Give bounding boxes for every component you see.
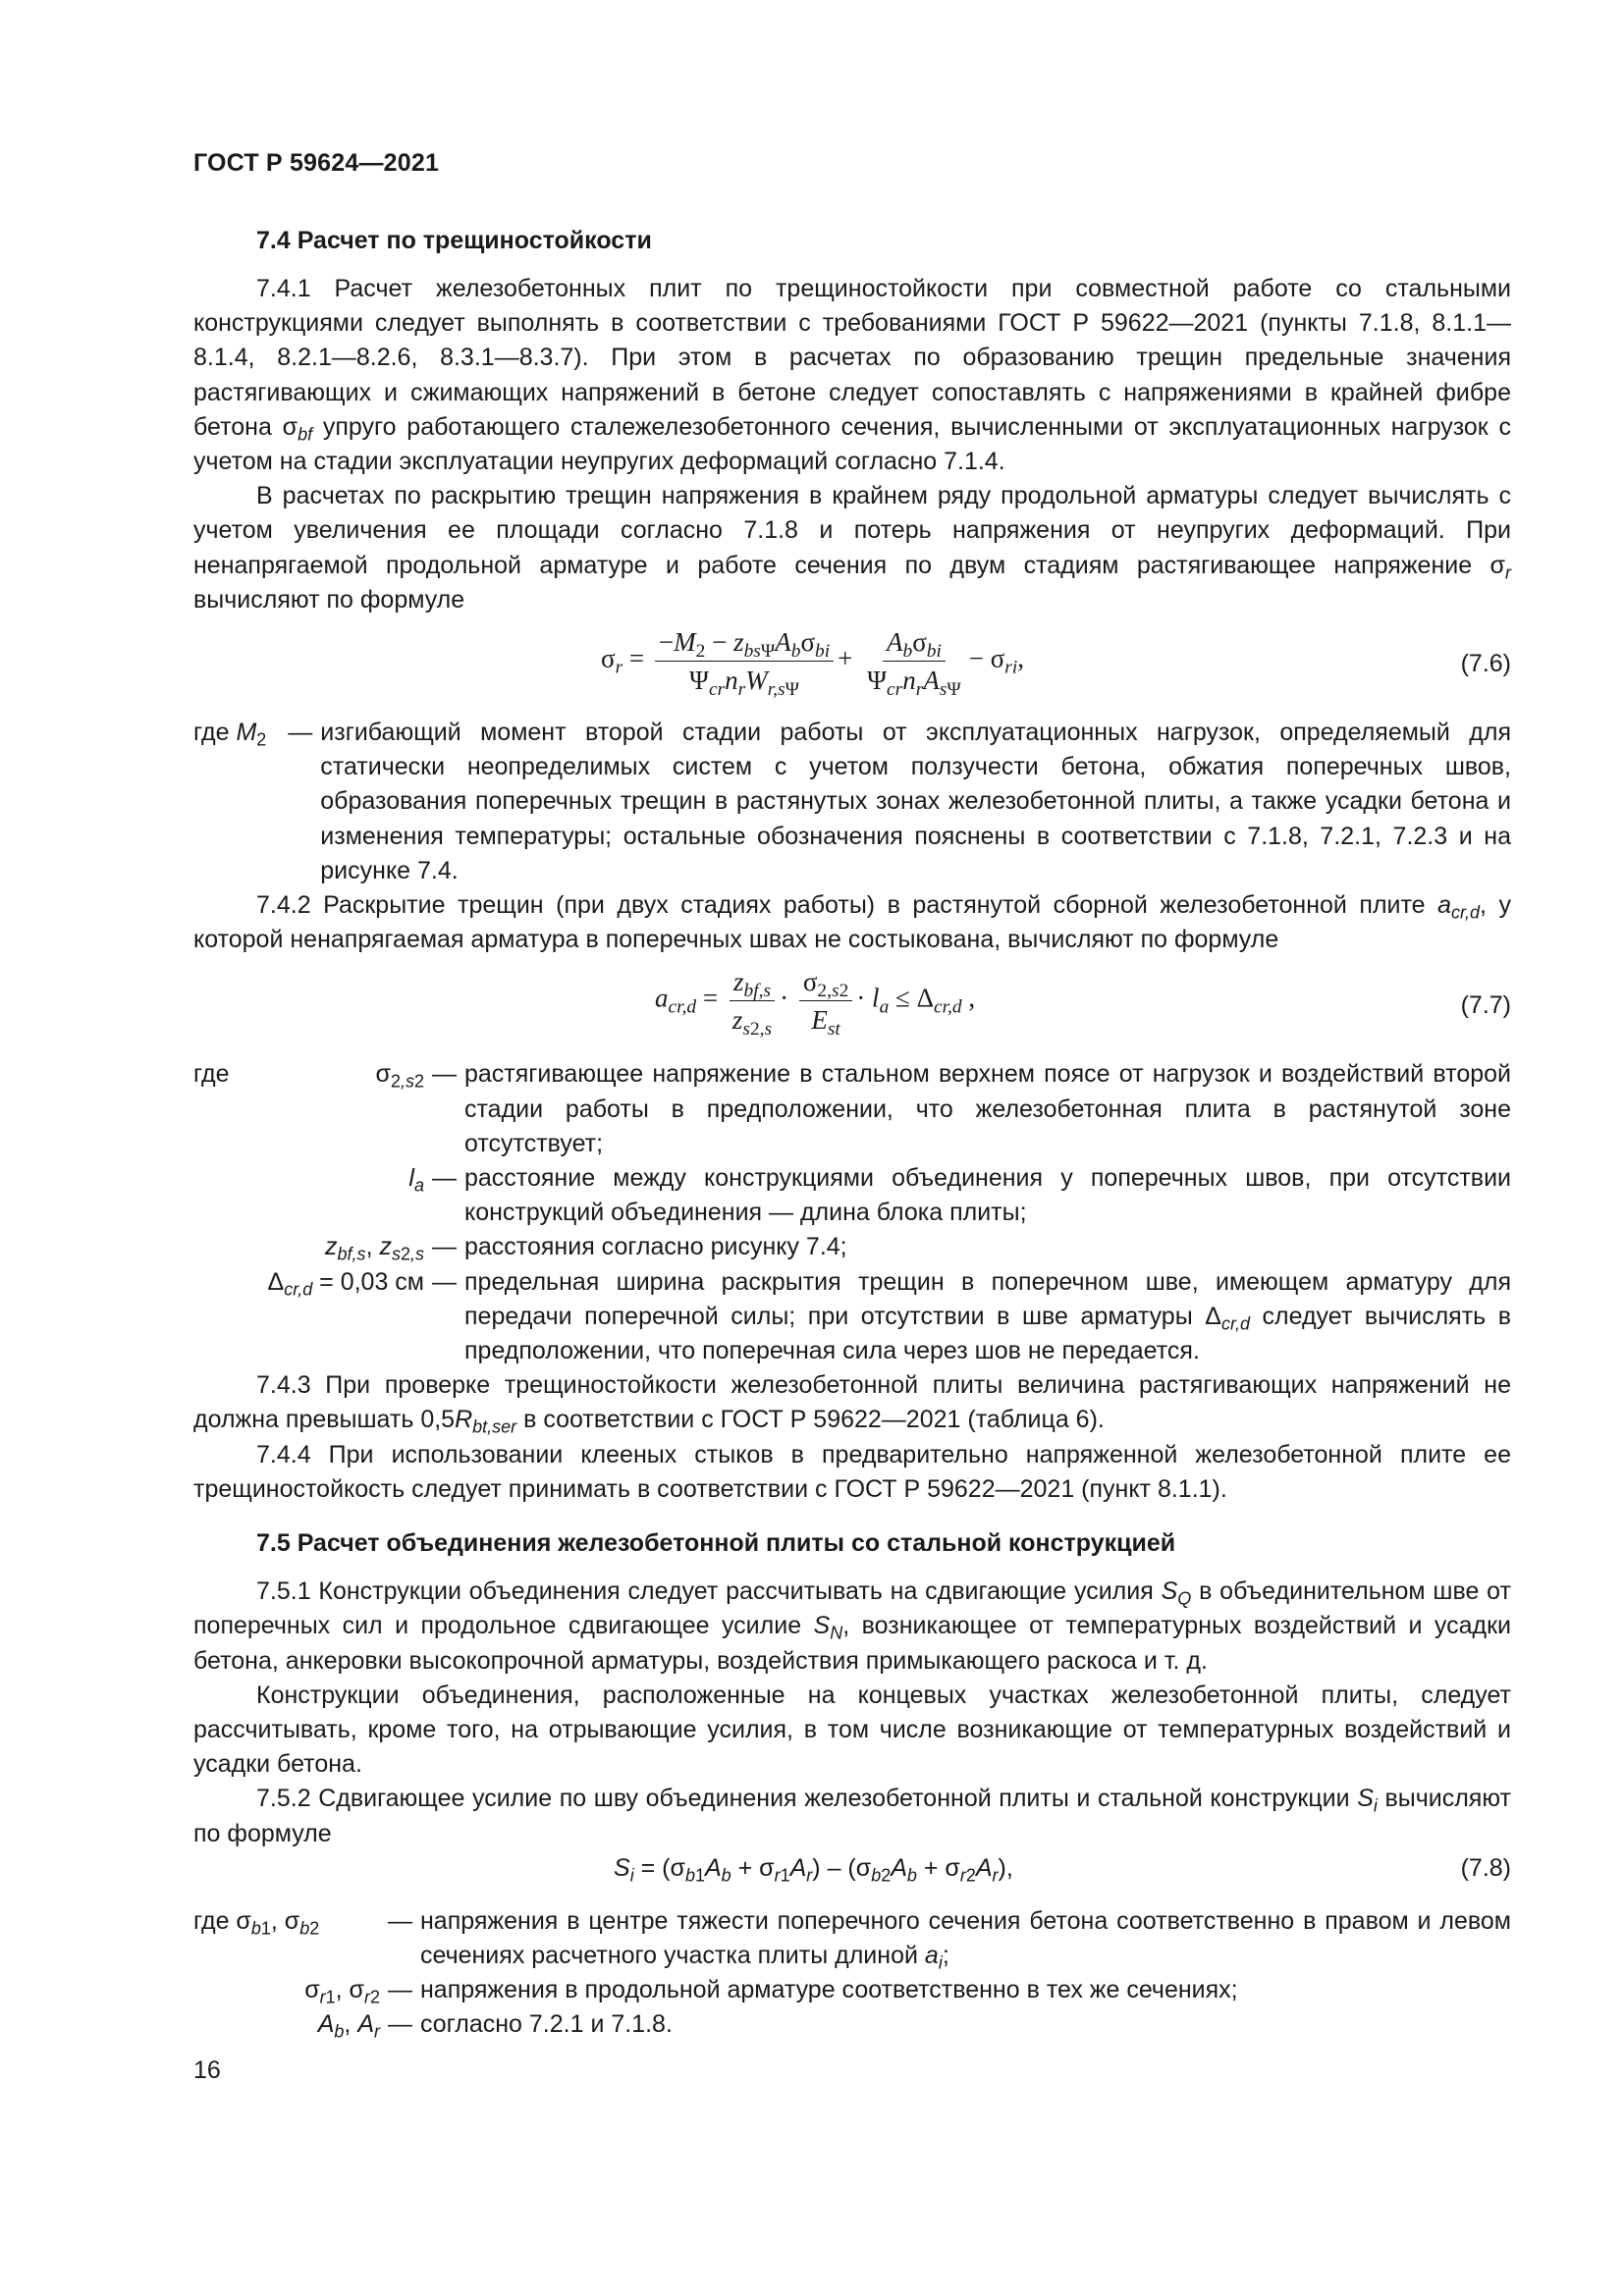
definition-term-m2: где $M_2$ bbox=[193, 719, 267, 750]
where-label: где bbox=[193, 1060, 230, 1089]
formula-7-7: $a_{cr,d}$ = $\frac{z_{bf,s}}{z_{s2,s}}$ · $\frac{\sigma_{2,s2}}{E_{st}}$ · $l_a \le \Delta_{cr,d}$ , (7.7) bbox=[655, 967, 1511, 1041]
section-heading-7-5: 7.5 Расчет объединения железобетонной плиты со стальной конструкцией bbox=[256, 1529, 1176, 1558]
definitions-7-8: где $\sigma_{b1}$, $\sigma_{b2}$ — напряжения в центре тяжести поперечного сечения бетона соответственно в правом и левом сечениях расчетного участка плиты длиной $a_i$; $\sigma_{r1}$, $\sigma_{r2}$ — напряжения в продольной арматуре соответственно в тех же сечениях; $A_b$, $A_r$ — согласно 7.2.1 и 7.1.8. bbox=[193, 1904, 1511, 2043]
formula-number-7-7: (7.7) bbox=[1460, 991, 1511, 1020]
definition-text-la: расстояние между конструкциями объединения у поперечных швов, при отсутствии конструкций объединения — длина блока плиты; bbox=[464, 1164, 1511, 1227]
paragraph-7-5-1-cont: Конструкции объединения, расположенные на концевых участках железобетонной плиты, следует рассчитывать, кроме того, на отрывающие усилия, в том числе возникающие от температурных воздействий и усадки бетона. bbox=[193, 1681, 1511, 1779]
definition-value-delta: = 0,03 см bbox=[319, 1267, 424, 1296]
definition-text-sigma-r: напряжения в продольной арматуре соответственно в тех же сечениях; bbox=[420, 1976, 1238, 2004]
definition-m2: где $M_2$ — изгибающий момент второй стадии работы от эксплуатационных нагрузок, определяемый для статически неопределимых систем с учетом ползучести бетона, обжатия поперечных швов, образования поперечных трещин в растянутых зонах железобетонной плиты, а также усадки бетона и изменения температуры; остальные обозначения пояснены в соответствии с 7.1.8, 7.2.1, 7.2.3 и на рисунке 7.4. bbox=[193, 716, 1511, 888]
paragraph-7-4-4: 7.4.4 При использовании клееных стыков в предварительно напряженной железобетонной плите ее трещиностойкость следует принимать в соответствии с ГОСТ Р 59622—2021 (пункт 8.1.1). bbox=[193, 1440, 1511, 1503]
definition-text-m2: изгибающий момент второй стадии работы от эксплуатационных нагрузок, определяемый для статически неопределимых систем с учетом ползучести бетона, обжатия поперечных швов, образования поперечных трещин в растянутых зонах железобетонной плиты, а также усадки бетона и изменения температуры; остальные обозначения пояснены в соответствии с 7.1.8, 7.2.1, 7.2.3 и на рисунке 7.4. bbox=[320, 719, 1511, 884]
paragraph-7-5-1: 7.5.1 Конструкции объединения следует рассчитывать на сдвигающие усилия $S_Q$ в объединительном шве от поперечных сил и продольное сдвигающее усилие $S_N$, возникающее от температурных воздействий и усадки бетона, анкеровки высокопрочной арматуры, воздействия примыкающего раскоса и т. д. bbox=[193, 1577, 1512, 1675]
paragraph-7-5-2: 7.5.2 Сдвигающее усилие по шву объединения железобетонной плиты и стальной конструкции $S_i$ вычисляют по формуле bbox=[193, 1785, 1511, 1847]
paragraph-7-4-3: 7.4.3 При проверке трещиностойкости железобетонной плиты величина растягивающих напряжений не должна превышать $0,5R_{bt,ser}$ в соответствии с ГОСТ Р 59622—2021 (таблица 6). bbox=[193, 1371, 1511, 1437]
document-code-header: ГОСТ Р 59624—2021 bbox=[193, 149, 440, 177]
paragraph-7-4-1-cont: В расчетах по раскрытию трещин напряжения в крайнем ряду продольной арматуры следует вычислять с учетом увеличения ее площади согласно 7.1.8 и потерь напряжения от неупругих деформаций. При ненапрягаемой продольной арматуре и работе сечения по двум стадиям растягивающее напряжение $\sigma_r$ вычисляют по формуле bbox=[193, 482, 1511, 614]
page-number: 16 bbox=[193, 2056, 221, 2084]
formula-number-7-6: (7.6) bbox=[1460, 650, 1511, 678]
definition-text-delta: предельная ширина раскрытия трещин в поперечном шве, имеющем арматуру для передачи поперечной силы; при отсутствии в шве арматуры $\Delta_{cr,d}$ следует вычислять в предположении, что поперечная сила через шов не передается. bbox=[464, 1267, 1511, 1365]
paragraph-7-4-1: 7.4.1 Расчет железобетонных плит по трещиностойкости при совместной работе со стальными конструкциями следует выполнять в соответствии с требованиями ГОСТ Р 59622—2021 (пункты 7.1.8, 8.1.1—8.1.4, 8.2.1—8.2.6, 8.3.1—8.3.7). При этом в расчетах по образованию трещин предельные значения растягивающих и сжимающих напряжений в бетоне следует сопоставлять с напряжениями в крайней фибре бетона $\sigma_{bf}$ упруго работающего сталежелезобетонного сечения, вычисленными от эксплуатационных нагрузок с учетом на стадии эксплуатации неупругих деформаций согласно 7.1.4. bbox=[193, 275, 1511, 476]
section-heading-7-4: 7.4 Расчет по трещиностойкости bbox=[256, 227, 652, 254]
paragraph-7-4-2: 7.4.2 Раскрытие трещин (при двух стадиях работы) в растянутой сборной железобетонной плите $a_{cr,d}$, у которой ненапрягаемая арматура в поперечных швах не состыкована, вычисляют по формуле bbox=[193, 891, 1511, 954]
definition-text-ab-ar: согласно 7.2.1 и 7.1.8. bbox=[420, 2010, 673, 2039]
definition-text-sigma-b: напряжения в центре тяжести поперечного сечения бетона соответственно в правом и левом сечениях расчетного участка плиты длиной $a_i$; bbox=[420, 1906, 1511, 1973]
formula-number-7-8: (7.8) bbox=[1460, 1853, 1511, 1882]
definition-text-z: расстояния согласно рисунку 7.4; bbox=[464, 1233, 847, 1261]
page-content bbox=[193, 224, 1511, 2043]
formula-7-6: $\sigma_r$ = $\frac{-M_2 - z_{bs\Psi}A_b\sigma_{bi}}{\Psi_{cr}n_rW_{r,s\Psi}}$ + $\frac{A_b\sigma_{bi}}{\Psi_{cr}n_rA_{s\Psi}}$ − $\sigma_{ri}$, (7.6) bbox=[601, 627, 1511, 700]
definitions-7-7: где $\sigma_{2,s2}$ — растягивающее напряжение в стальном верхнем поясе от нагрузок и воздействий второй стадии работы в предположении, что железобетонная плита в растянутой зоне отсутствует; $l_a$ — расстояние между конструкциями объединения у поперечных швов, при отсутствии конструкций объединения — длина блока плиты; $z_{bf,s}$, $z_{s2,s}$ — расстояния согласно рисунку 7.4; $\Delta_{cr,d} = 0,03$ см — предельная ширина раскрытия трещин в поперечном шве, имеющем арматуру для передачи поперечной силы; при отсутствии в шве арматуры $\Delta_{cr,d}$ следует вычислять в предположении, что поперечная сила через шов не передается. bbox=[193, 1057, 1511, 1368]
definition-text-sigma-2-s2: растягивающее напряжение в стальном верхнем поясе от нагрузок и воздействий второй стадии работы в предположении, что железобетонная плита в растянутой зоне отсутствует; bbox=[464, 1060, 1511, 1157]
formula-7-8: $S_i = (\sigma_{b1}A_b + \sigma_{r1}A_r) - (\sigma_{b2}A_b + \sigma_{r2}A_r)$, (7.8) bbox=[193, 1851, 1511, 1895]
